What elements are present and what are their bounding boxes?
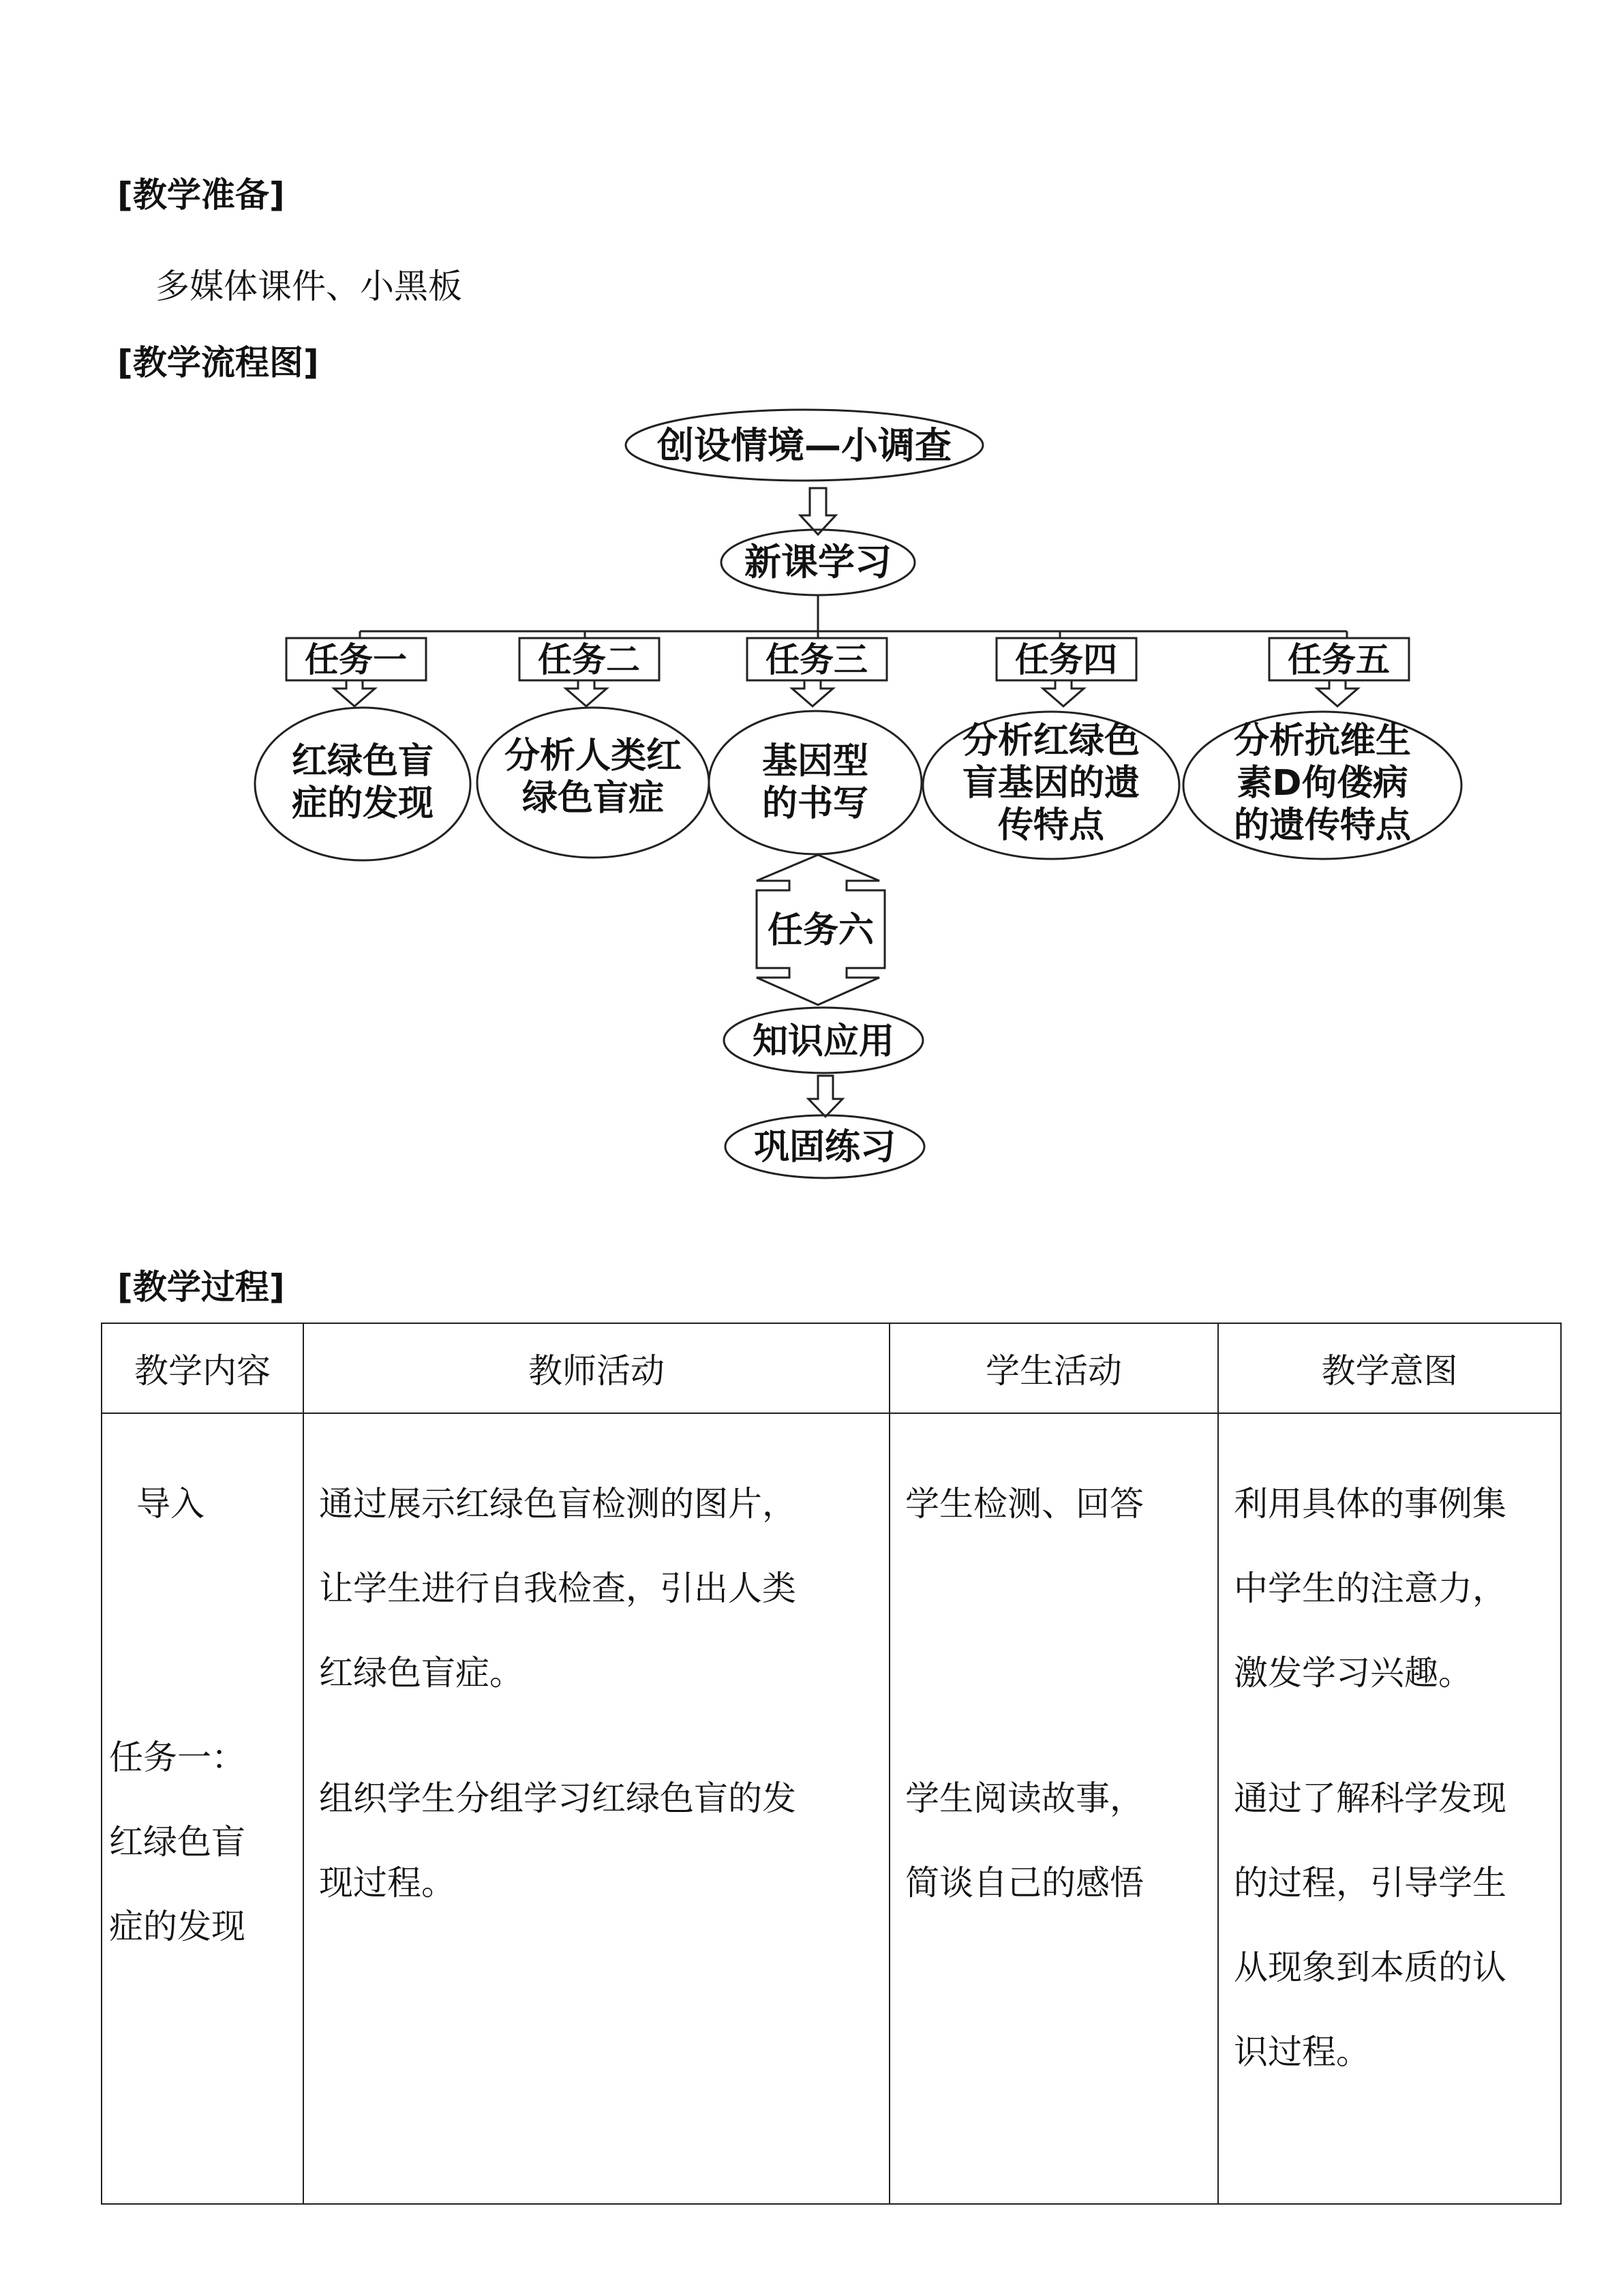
header-intent: 教学意图 xyxy=(1218,1323,1561,1413)
teacher-line: 让学生进行自我检查，引出人类 xyxy=(319,1569,796,1608)
task4-topic-line: 分析红绿色 xyxy=(962,721,1140,761)
teacher-line: 组织学生分组学习红绿色盲的发 xyxy=(319,1779,796,1818)
task2-topic-line: 绿色盲症 xyxy=(521,778,665,819)
header-student: 学生活动 xyxy=(890,1323,1218,1413)
arrow-down-icon xyxy=(1317,680,1358,706)
table-header-row xyxy=(102,1323,1561,1413)
intent-line: 激发学习兴趣。 xyxy=(1234,1653,1472,1693)
task5-topic-line: 素D佝偻病 xyxy=(1237,763,1408,804)
teacher-cell xyxy=(303,1413,890,2204)
arrow-down-icon xyxy=(1043,680,1084,706)
intent-line: 利用具体的事例集 xyxy=(1234,1484,1506,1524)
arrow-down-icon xyxy=(566,680,607,706)
teaching-process-table xyxy=(101,1323,1562,2205)
task2-topic-line: 分析人类红 xyxy=(504,736,682,776)
new-lesson-label: 新课学习 xyxy=(744,541,892,584)
intent-line: 通过了解科学发现 xyxy=(1234,1779,1506,1818)
teacher-line: 现过程。 xyxy=(319,1863,455,1903)
task5-label: 任务五 xyxy=(1288,640,1390,680)
content-task-line: 红绿色盲 xyxy=(109,1822,245,1862)
apply-label: 知识应用 xyxy=(752,1021,895,1062)
student-line: 学生检测、回答 xyxy=(905,1484,1144,1524)
task5-topic-line: 的遗传特点 xyxy=(1233,805,1412,846)
teacher-line: 红绿色盲症。 xyxy=(319,1653,524,1693)
arrow-down-icon xyxy=(334,680,375,706)
practice-label: 巩固练习 xyxy=(753,1127,896,1168)
intent-cell xyxy=(1218,1413,1561,2204)
task3-topic-line: 的书写 xyxy=(761,783,869,824)
prep-text: 多媒体课件、小黑板 xyxy=(155,267,462,306)
flow-heading: [教学流程图] xyxy=(117,343,319,382)
arrow-down-icon xyxy=(808,1076,843,1117)
task1-topic-line: 红绿色盲 xyxy=(291,741,434,782)
task4-topic-line: 传特点 xyxy=(997,805,1105,846)
student-cell xyxy=(890,1413,1218,2204)
student-line: 简谈自己的感悟 xyxy=(905,1863,1144,1903)
task3-topic-line: 基因型 xyxy=(761,741,869,782)
intent-line: 识过程。 xyxy=(1234,2032,1370,2072)
task5-topic-line: 分析抗维生 xyxy=(1233,721,1412,761)
teacher-line: 通过展示红绿色盲检测的图片， xyxy=(319,1484,796,1524)
task4-label: 任务四 xyxy=(1015,640,1117,680)
content-cell xyxy=(102,1413,303,2204)
table-row xyxy=(102,1413,1561,2204)
header-teacher: 教师活动 xyxy=(303,1323,890,1413)
content-task-line: 症的发现 xyxy=(109,1907,245,1946)
header-content: 教学内容 xyxy=(102,1323,303,1413)
task4-topic-line: 盲基因的遗 xyxy=(962,763,1140,804)
task3-topic-node xyxy=(709,711,922,854)
task3-label: 任务三 xyxy=(765,640,868,680)
arrow-down-icon xyxy=(792,680,833,706)
content-task-line: 任务一： xyxy=(109,1738,245,1777)
task1-label: 任务一 xyxy=(305,640,407,680)
start-label: 创设情境—小调查 xyxy=(657,424,952,467)
task1-topic-line: 症的发现 xyxy=(291,783,434,824)
prep-heading: [教学准备] xyxy=(117,175,285,215)
task2-label: 任务二 xyxy=(538,640,640,680)
intent-line: 从现象到本质的认 xyxy=(1234,1948,1506,1987)
intent-line: 中学生的注意力， xyxy=(1234,1569,1506,1608)
student-line: 学生阅读故事， xyxy=(905,1779,1144,1818)
task6-label: 任务六 xyxy=(767,910,875,951)
content-intro: 导入 xyxy=(136,1484,204,1524)
arrow-down-icon xyxy=(800,488,836,534)
intent-line: 的过程，引导学生 xyxy=(1234,1863,1506,1903)
process-heading: [教学过程] xyxy=(117,1267,285,1307)
